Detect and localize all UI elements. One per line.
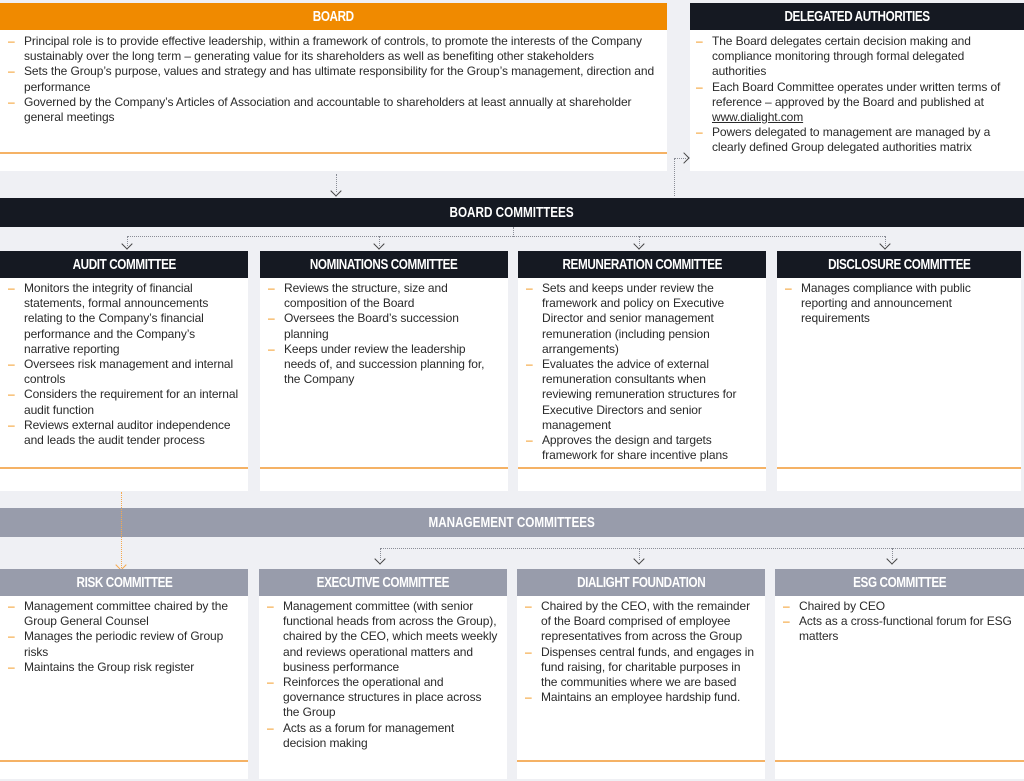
section-rule bbox=[260, 467, 508, 469]
committee-bullet: – Monitors the integrity of financial statements, formal announcements relating to the Company’s financial performance and the Company’s narrative reporting bbox=[8, 281, 240, 357]
board-bullet: – Principal role is to provide effective leadership, within a framework of controls, to promote the interests of the Company sustainably over the long term – generating value for its shareholders as well as benefiting other stakeholders bbox=[8, 34, 659, 64]
dialight-foundation-bullets bbox=[517, 596, 765, 705]
section-rule bbox=[0, 467, 248, 469]
executive-committee-box bbox=[259, 569, 507, 779]
dialight-website-link[interactable]: www.dialight.com bbox=[712, 110, 804, 125]
committee-bullet: – Manages the periodic review of Group risks bbox=[8, 629, 240, 659]
arrow-down-icon bbox=[374, 553, 385, 564]
section-rule bbox=[777, 467, 1021, 469]
delegated-bullet: – Each Board Committee operates under written terms of reference – approved by the Board and published at www.dialight.com bbox=[696, 80, 1016, 126]
esg-committee-bullets bbox=[775, 596, 1024, 645]
committee-bullet: – Oversees the Board’s succession planning bbox=[268, 311, 500, 341]
committee-bullet: – Approves the design and targets framework for share incentive plans bbox=[526, 433, 758, 463]
executive-committee-bullets bbox=[259, 596, 507, 751]
connector-line bbox=[380, 548, 1024, 549]
arrow-right-icon bbox=[678, 152, 689, 163]
connector-line bbox=[674, 158, 675, 196]
delegated-authorities-header: DELEGATED AUTHORITIES bbox=[690, 3, 1024, 30]
remuneration-committee-bullets bbox=[518, 278, 766, 463]
connector-line bbox=[121, 492, 122, 568]
esg-committee-header: ESG COMMITTEE bbox=[775, 569, 1024, 596]
board-bullet: – Sets the Group’s purpose, values and strategy and has ultimate responsibility for the Group’s management, direction and performance bbox=[8, 64, 659, 94]
section-rule bbox=[517, 760, 765, 762]
committee-bullet: – Reviews the structure, size and composition of the Board bbox=[268, 281, 500, 311]
management-committees-banner: MANAGEMENT COMMITTEES bbox=[0, 508, 1024, 537]
board-bullet: – Governed by the Company’s Articles of Association and accountable to shareholders at least annually at shareholder general meetings bbox=[8, 95, 659, 125]
committee-bullet: – Sets and keeps under review the framework and policy on Executive Director and senior management remuneration (including pension arrangements) bbox=[526, 281, 758, 357]
risk-committee-bullets bbox=[0, 596, 248, 675]
board-bullets bbox=[0, 30, 667, 125]
risk-committee-box bbox=[0, 569, 248, 779]
delegated-bullet: – The Board delegates certain decision making and compliance monitoring through formal delegated authorities bbox=[696, 34, 1016, 80]
committee-bullet: – Dispenses central funds, and engages in fund raising, for charitable purposes in the communities where we are based bbox=[525, 645, 757, 691]
arrow-down-icon bbox=[330, 185, 341, 196]
dialight-foundation-box bbox=[517, 569, 765, 779]
board-committees-banner: BOARD COMMITTEES bbox=[0, 198, 1024, 227]
committee-bullet: – Keeps under review the leadership needs of, and succession planning for, the Company bbox=[268, 342, 500, 388]
nominations-committee-box bbox=[260, 251, 508, 491]
delegated-authorities-box bbox=[690, 3, 1024, 171]
esg-committee-box bbox=[775, 569, 1024, 779]
arrow-down-icon bbox=[121, 238, 132, 249]
dialight-foundation-header: DIALIGHT FOUNDATION bbox=[517, 569, 765, 596]
nominations-committee-bullets bbox=[260, 278, 508, 387]
arrow-down-icon bbox=[879, 238, 890, 249]
remuneration-committee-box bbox=[518, 251, 766, 491]
arrow-down-icon bbox=[633, 553, 644, 564]
arrow-down-icon bbox=[633, 238, 644, 249]
audit-committee-box bbox=[0, 251, 248, 491]
audit-committee-header: AUDIT COMMITTEE bbox=[0, 251, 248, 278]
disclosure-committee-bullets bbox=[777, 278, 1021, 327]
committee-bullet: – Reinforces the operational and governance structures in place across the Group bbox=[267, 675, 499, 721]
nominations-committee-header: NOMINATIONS COMMITTEE bbox=[260, 251, 508, 278]
risk-committee-header: RISK COMMITTEE bbox=[0, 569, 248, 596]
committee-bullet: – Acts as a forum for management decision making bbox=[267, 721, 499, 751]
committee-bullet: – Oversees risk management and internal controls bbox=[8, 357, 240, 387]
committee-bullet: – Maintains an employee hardship fund. bbox=[525, 690, 757, 705]
connector-line bbox=[127, 236, 885, 237]
section-rule bbox=[0, 760, 248, 762]
committee-bullet: – Chaired by the CEO, with the remainder of the Board comprised of employee representatives from across the Group bbox=[525, 599, 757, 645]
audit-committee-bullets bbox=[0, 278, 248, 448]
committee-bullet: – Chaired by CEO bbox=[783, 599, 1016, 614]
section-rule bbox=[775, 760, 1024, 762]
committee-bullet: – Evaluates the advice of external remuneration consultants when reviewing remuneration structures for Executive Directors and senior management bbox=[526, 357, 758, 433]
section-rule bbox=[518, 467, 766, 469]
remuneration-committee-header: REMUNERATION COMMITTEE bbox=[518, 251, 766, 278]
board-rule bbox=[0, 152, 667, 154]
executive-committee-header: EXECUTIVE COMMITTEE bbox=[259, 569, 507, 596]
arrow-down-icon bbox=[886, 553, 897, 564]
board-header: BOARD bbox=[0, 3, 667, 30]
delegated-authorities-bullets bbox=[690, 30, 1024, 156]
committee-bullet: – Management committee chaired by the Group General Counsel bbox=[8, 599, 240, 629]
committee-bullet: – Maintains the Group risk register bbox=[8, 660, 240, 675]
disclosure-committee-box bbox=[777, 251, 1021, 491]
committee-bullet: – Considers the requirement for an internal audit function bbox=[8, 387, 240, 417]
committee-bullet: – Manages compliance with public reporting and announcement requirements bbox=[785, 281, 1013, 327]
board-box bbox=[0, 3, 667, 171]
committee-bullet: – Management committee (with senior functional heads from across the Group), chaired by the CEO, which meets weekly and reviews operational matters and business performance bbox=[267, 599, 499, 675]
committee-bullet: – Acts as a cross-functional forum for ESG matters bbox=[783, 614, 1016, 644]
arrow-down-icon bbox=[373, 238, 384, 249]
disclosure-committee-header: DISCLOSURE COMMITTEE bbox=[777, 251, 1021, 278]
committee-bullet: – Reviews external auditor independence and leads the audit tender process bbox=[8, 418, 240, 448]
delegated-bullet: – Powers delegated to management are managed by a clearly defined Group delegated authorities matrix bbox=[696, 125, 1016, 155]
